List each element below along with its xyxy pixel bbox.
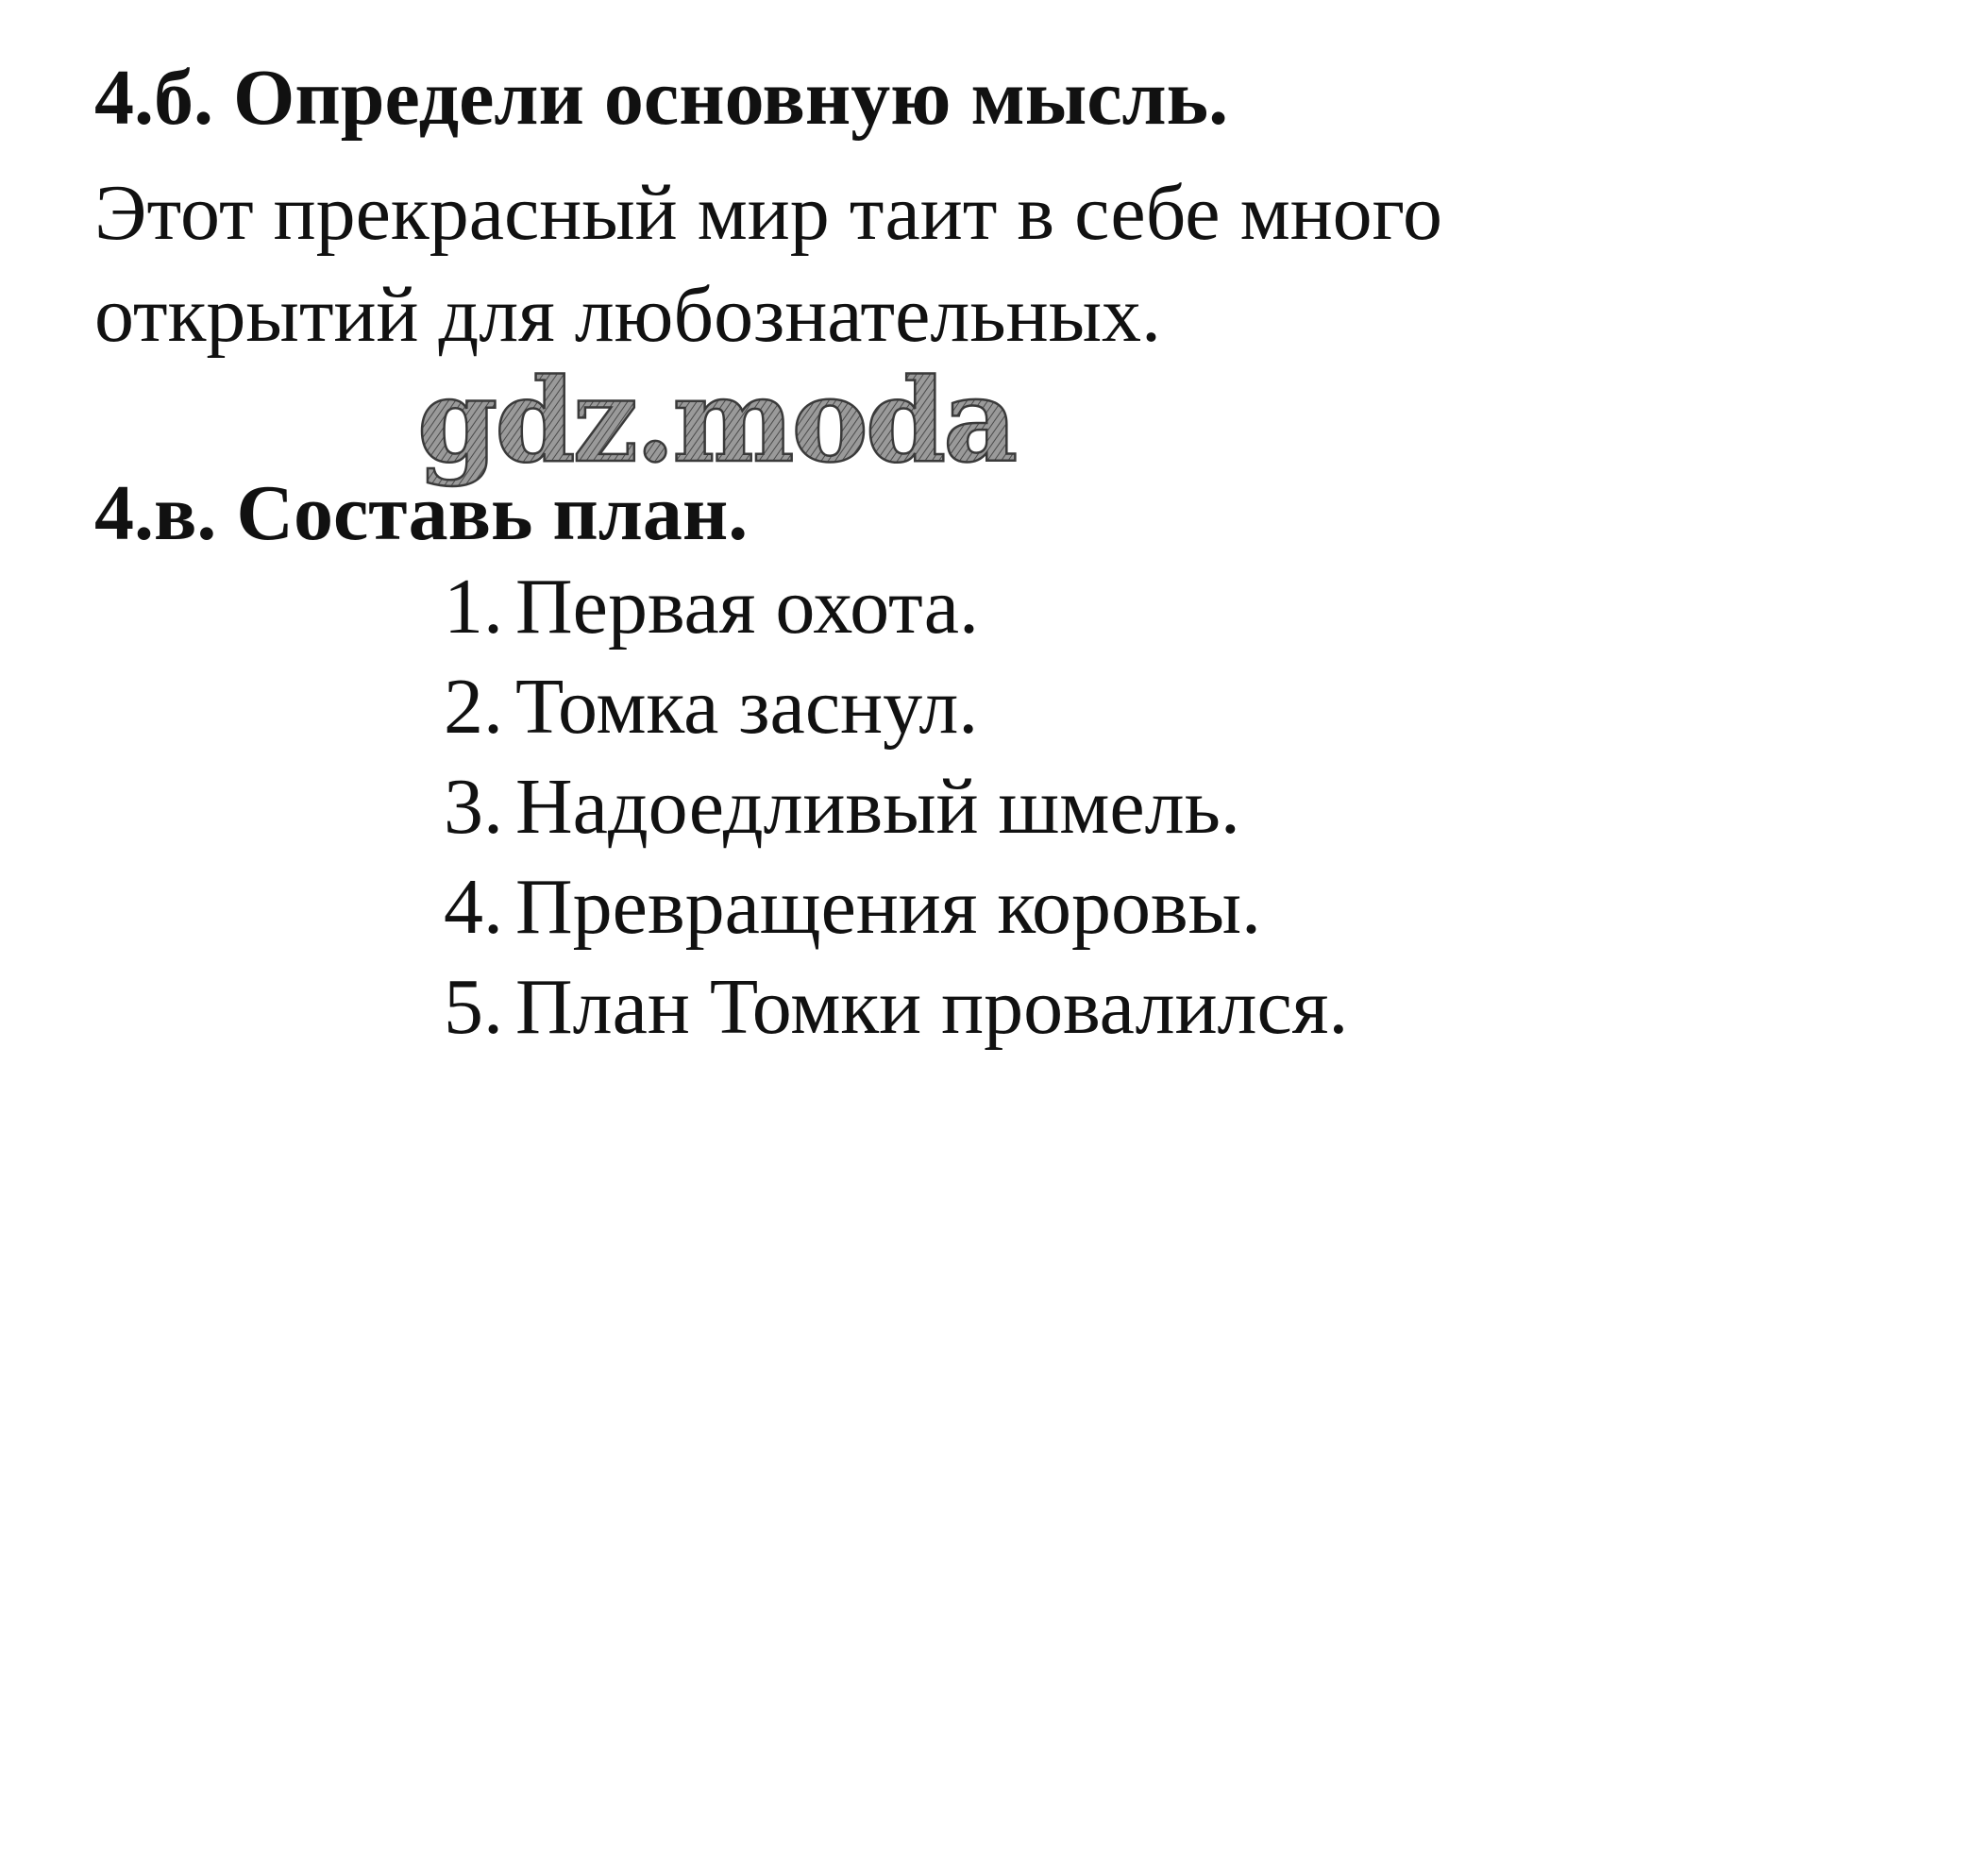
section-4v-heading: 4.в. Составь план. [94, 469, 749, 557]
plan-item [444, 857, 1348, 957]
section-4b-heading: 4.б. Определи основную мысль. [94, 54, 1229, 142]
plan-item [444, 657, 1348, 757]
main-idea-line: Этот прекрасный мир таит в себе много [94, 169, 1443, 257]
main-idea-line: открытий для любознательных. [94, 271, 1162, 359]
plan-item-text: План Томки провалился. [515, 963, 1349, 1051]
main-idea-text [94, 162, 1442, 366]
plan-item-text: Первая охота. [515, 563, 980, 651]
plan-item-number: 3. [444, 763, 503, 851]
plan-item-number: 2. [444, 663, 503, 751]
plan-item-number: 4. [444, 863, 503, 951]
plan-item-text: Надоедливый шмель. [515, 763, 1240, 851]
plan-list [444, 557, 1348, 1057]
plan-item-number: 5. [444, 963, 503, 1051]
plan-item [444, 957, 1348, 1057]
plan-item-number: 1. [444, 563, 503, 651]
plan-item [444, 557, 1348, 657]
plan-item-text: Превращения коровы. [515, 863, 1262, 951]
plan-item [444, 757, 1348, 857]
watermark-text: gdz.moda [417, 352, 1016, 488]
plan-item-text: Томка заснул. [515, 663, 979, 751]
